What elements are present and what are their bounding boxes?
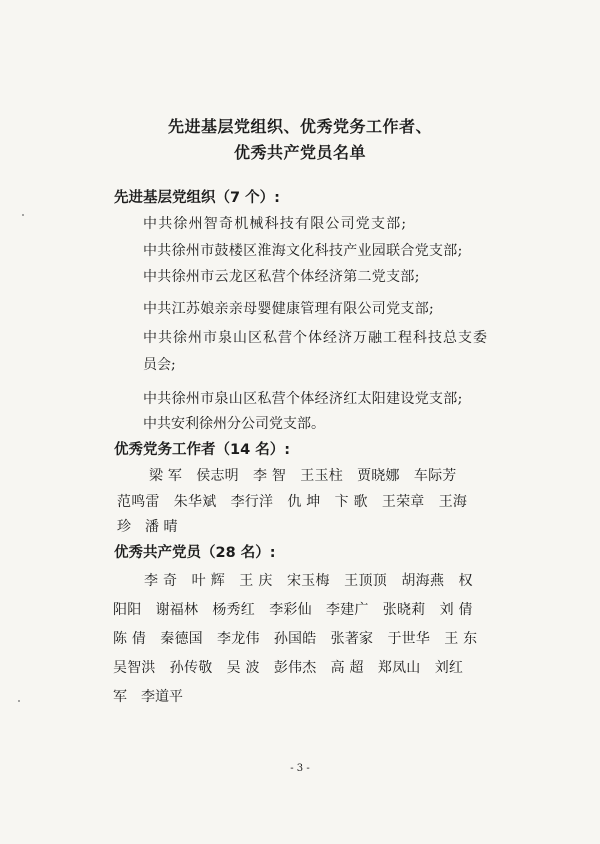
org-item: 中共徐州市鼓楼区淮海文化科技产业园联合党支部;: [143, 243, 463, 259]
org-item: 中共徐州市泉山区私营个体经济万融工程科技总支委: [143, 330, 488, 346]
worker-names-line: 珍 潘 晴: [117, 519, 178, 535]
org-item: 中共徐州市泉山区私营个体经济红太阳建设党支部;: [143, 391, 463, 407]
org-item: 中共徐州市云龙区私营个体经济第二党支部;: [143, 269, 420, 285]
org-item-continuation: 员会;: [143, 357, 176, 373]
scan-speck: [22, 214, 24, 216]
section3-heading: 优秀共产党员（28 名）:: [114, 545, 276, 561]
worker-names-line: 梁 军 侯志明 李 智 王玉柱 贾晓娜 车际芳: [149, 468, 457, 484]
section2-heading: 优秀党务工作者（14 名）:: [114, 442, 291, 458]
member-names-line: 吴智洪 孙传敬 吴 波 彭伟杰 高 超 郑凤山 刘红: [113, 660, 464, 676]
org-item: 中共江苏娘亲亲母婴健康管理有限公司党支部;: [143, 301, 435, 317]
page-number: - 3 -: [290, 763, 310, 774]
org-item: 中共徐州智奇机械科技有限公司党支部;: [143, 216, 408, 232]
member-names-line: 军 李道平: [113, 689, 183, 705]
worker-names-line: 范鸣雷 朱华斌 李行洋 仇 坤 卞 歌 王荣章 王海: [117, 494, 468, 510]
member-names-line: 李 奇 叶 辉 王 庆 宋玉梅 王顶顶 胡海燕 权: [144, 573, 473, 589]
document-title-line1: 先进基层党组织、优秀党务工作者、: [167, 117, 432, 136]
org-item: 中共安利徐州分公司党支部。: [143, 416, 325, 432]
scan-speck: [18, 700, 20, 702]
document-title-line2: 优秀共产党员名单: [233, 143, 366, 162]
member-names-line: 阳阳 谢福林 杨秀红 李彩仙 李建广 张晓莉 刘 倩: [113, 602, 473, 618]
member-names-line: 陈 倩 秦德国 李龙伟 孙国皓 张著家 于世华 王 东: [113, 631, 478, 647]
section1-heading: 先进基层党组织（7 个）:: [114, 190, 280, 206]
